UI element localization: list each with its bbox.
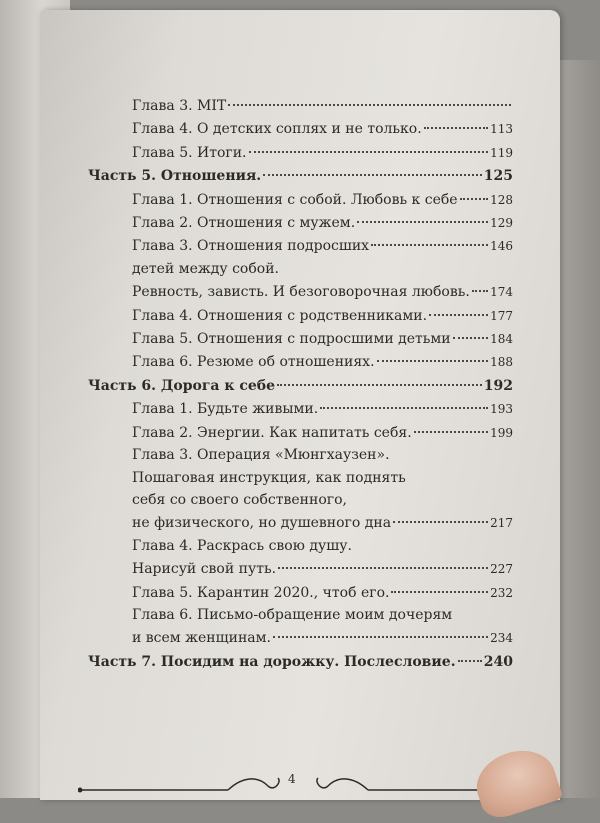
toc-page-number: 193 — [490, 402, 513, 417]
toc-page-number: 119 — [490, 145, 513, 160]
dot-leader — [371, 230, 488, 246]
toc-page-number: 240 — [483, 653, 513, 670]
toc-page-number: 113 — [490, 122, 513, 137]
toc-entry-title: Глава 2. Отношения с мужем. — [132, 215, 356, 232]
toc-entry-title: Нарисуй свой путь. — [132, 561, 277, 578]
table-of-contents — [88, 94, 513, 673]
toc-entry-title: Глава 6. Письмо-обращение моим дочерям — [132, 606, 453, 623]
toc-page-number: 184 — [490, 332, 513, 347]
dot-leader — [263, 160, 482, 176]
toc-chapter-row — [88, 511, 513, 534]
toc-entry-title: Глава 5. Карантин 2020., чтоб его. — [132, 584, 390, 601]
toc-entry-title: Глава 3. MIT — [132, 98, 227, 114]
toc-page-number: 177 — [490, 308, 513, 323]
page-edge — [556, 60, 600, 798]
toc-entry-title: детей между собой. — [132, 260, 279, 277]
dot-leader — [460, 184, 488, 200]
toc-entry-title: себя со своего собственного, — [132, 491, 347, 508]
dot-leader — [377, 346, 489, 362]
dot-leader — [278, 553, 488, 569]
toc-page-number: 188 — [490, 355, 513, 370]
toc-page-number: 125 — [483, 168, 513, 185]
toc-page-number: 232 — [490, 585, 513, 600]
toc-entry-title: и всем женщинам. — [132, 630, 271, 647]
dot-leader — [458, 646, 482, 662]
toc-entry-title: Глава 4. Отношения с родственниками. — [132, 307, 428, 324]
toc-entry-title: не физического, но душевного дна — [132, 515, 392, 532]
toc-chapter-row — [88, 304, 513, 327]
dot-leader — [228, 90, 511, 106]
toc-entry-title: Глава 2. Энергии. Как напитать себя. — [132, 424, 412, 441]
toc-page-number: 199 — [490, 425, 513, 440]
toc-part-row — [88, 164, 513, 187]
page-number: 4 — [288, 772, 296, 786]
toc-entry-title: Пошаговая инструкция, как поднять — [132, 469, 406, 486]
toc-chapter-row — [88, 444, 513, 466]
toc-chapter-row — [88, 581, 513, 604]
toc-entry-title: Ревность, зависть. И безоговорочная любовь. — [132, 284, 470, 301]
dot-leader — [424, 113, 488, 129]
toc-page-number: 129 — [490, 216, 513, 231]
dot-leader — [391, 577, 488, 593]
toc-chapter-row — [88, 626, 513, 649]
toc-entry-title: Глава 3. Операция «Мюнгхаузен». — [132, 447, 390, 464]
toc-chapter-row — [88, 234, 513, 257]
toc-chapter-row — [88, 421, 513, 444]
toc-page-number: 192 — [483, 377, 513, 394]
toc-part-row — [88, 650, 513, 673]
toc-page-number: 174 — [490, 285, 513, 300]
toc-page-number: 234 — [490, 631, 513, 646]
dot-leader — [393, 507, 488, 523]
toc-entry-title: Глава 5. Отношения с подросшими детьми — [132, 331, 451, 348]
dot-leader — [273, 622, 488, 638]
toc-page-number: 227 — [490, 562, 513, 577]
dot-leader — [320, 393, 488, 409]
toc-entry-title: Часть 6. Дорога к себе — [88, 377, 276, 394]
toc-entry-title: Глава 5. Итоги. — [132, 144, 247, 161]
toc-entry-title: Глава 1. Отношения с собой. Любовь к себе — [132, 191, 458, 208]
toc-entry-title: Часть 7. Посидим на дорожку. Послесловие. — [88, 653, 456, 670]
toc-page-number: 146 — [490, 239, 513, 254]
dot-leader — [472, 276, 488, 292]
dot-leader — [357, 207, 488, 223]
toc-entry-title: Глава 3. Отношения подросших — [132, 238, 370, 255]
dot-leader — [429, 300, 488, 316]
dot-leader — [453, 323, 488, 339]
toc-entry-title: Часть 5. Отношения. — [88, 168, 262, 185]
toc-entry-title: Глава 4. Раскрась свою душу. — [132, 537, 352, 554]
dot-leader — [249, 137, 489, 153]
toc-page-number: 217 — [490, 516, 513, 531]
toc-chapter-row — [88, 467, 513, 489]
dot-leader — [414, 417, 488, 433]
toc-entry-title: Глава 6. Резюме об отношениях. — [132, 354, 375, 371]
toc-page-number: 128 — [490, 192, 513, 207]
footer-ornament — [78, 768, 518, 798]
dot-leader — [277, 370, 482, 386]
toc-chapter-row — [88, 258, 513, 280]
toc-entry-title: Глава 1. Будьте живыми. — [132, 401, 319, 418]
toc-entry-title: Глава 4. О детских соплях и не только. — [132, 121, 422, 138]
